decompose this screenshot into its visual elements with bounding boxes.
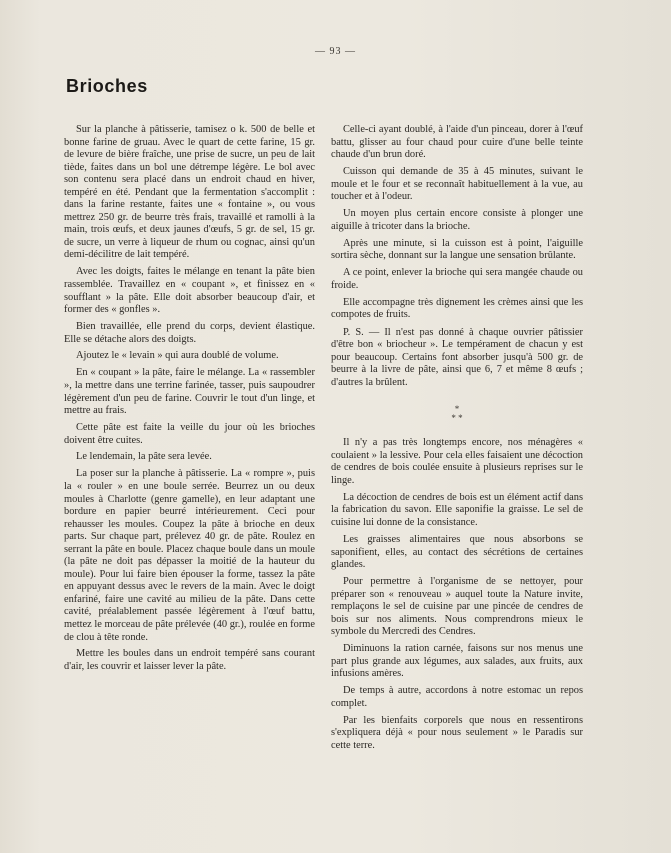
page-number: — 93 —	[315, 46, 356, 57]
paragraph: Avec les doigts, faites le mélange en tenant la pâte bien rassemblée. Travaillez en « coupant », et finissez en « soufflant » la pâte. Elle doit absorber beaucoup d'air, et former des « gonfles ».	[64, 266, 315, 316]
asterism-top: *	[454, 404, 460, 415]
paragraph: Pour permettre à l'organisme de se nettoyer, pour préparer son « renouveau » auquel toute la Nature invite, remplaçons le sel de cuisine par une pincée de cendres de bois sur nos aliments. Nous comprendrons mieux le symbole du Mercredi des Cendres.	[331, 575, 583, 638]
paragraph: En « coupant » la pâte, faire le mélange. La « rassembler », la mettre dans une terrine farinée, tasser, puis saupoudrer légèrement d'un peu de farine. Couvrir le tout d'un linge, et mettre au frais.	[64, 367, 315, 417]
postscript: P. S. — Il n'est pas donné à chaque ouvrier pâtissier d'être bon « briocheur ». Le tempérament de chacun y est pour beaucoup. Certains font absorber jusqu'à 500 gr. de beurre à la livre de pâte, ainsi que 6, 7 et même 8 œufs ; d'autres la brûlent.	[331, 326, 583, 388]
left-column	[64, 124, 315, 678]
paragraph: Bien travaillée, elle prend du corps, devient élastique. Elle se détache alors des doigts.	[64, 320, 315, 345]
paragraph: Un moyen plus certain encore consiste à plonger une aiguille à tricoter dans la brioche.	[331, 208, 583, 232]
paragraph: Cette pâte est faite la veille du jour où les brioches doivent être cuites.	[64, 421, 315, 446]
paragraph: La poser sur la planche à pâtisserie. La « rompre », puis la « rouler » en une boule serrée. Beurrez un ou deux moules à Charlotte (genre gamelle), en leur adaptant une bordure en papier beurré intérieurement. Ceci pour rehausser les moules. Coupez la pâte à brioche en deux parts. Sur chaque part, prélevez 40 gr. de pâte. Roulez en serrant la pâte en boule. Placez chaque boule dans un moule (la pâte ne doit pas dépasser la moitié de la hauteur du moule). Pour lui faire bien épouser la forme, tassez la pâte en appuyant dessus avec le revers de la main. Avec le doigt enfariné, faire une cavité au milieu de la pâte. Dans cette cavité, préalablement passée légèrement à l'œuf battu, mettez le morceau de pâte prélevée (40 gr.), roulée en forme de clou à tête ronde.	[64, 468, 315, 643]
paragraph: Elle accompagne très dignement les crèmes ainsi que les compotes de fruits.	[331, 296, 583, 321]
page-title: Brioches	[66, 76, 148, 96]
paragraph: A ce point, enlever la brioche qui sera mangée chaude ou froide.	[331, 267, 583, 291]
paragraph: La décoction de cendres de bois est un élément actif dans la fabrication du savon. Elle saponifie la graisse. Le sel de cuisine lui donne de la consistance.	[331, 491, 583, 529]
asterism-divider	[331, 405, 583, 423]
paragraph: Par les bienfaits corporels que nous en ressentirons s'expliquera déjà « pour nous seulement » le Paradis sur cette terre.	[331, 714, 583, 751]
paragraph: Le lendemain, la pâte sera levée.	[76, 451, 212, 463]
paragraph: Mettre les boules dans un endroit tempéré sans courant d'air, les couvrir et laisser lever la pâte.	[64, 648, 315, 672]
right-column	[331, 124, 583, 757]
asterism-bottom: * *	[451, 413, 463, 424]
paragraph: Après une minute, si la cuisson est à point, l'aiguille sortira sèche, donnant sur la langue une sensation brûlante.	[331, 237, 583, 262]
paragraph: Celle-ci ayant doublé, à l'aide d'un pinceau, dorer à l'œuf battu, glisser au four chaud pour cuire d'une belle teinte chaude d'un brun doré.	[331, 124, 583, 161]
paragraph: Cuisson qui demande de 35 à 45 minutes, suivant le moule et le four et se reconnaît habituellement à la vue, au toucher et à l'odeur.	[331, 166, 583, 203]
paragraph: Il n'y a pas très longtemps encore, nos ménagères « coulaient » la lessive. Pour cela elles faisaient une décoction de cendres de bois coulée ensuite à plusieurs reprises sur le linge.	[331, 437, 583, 486]
paragraph: Diminuons la ration carnée, faisons sur nos menus une part plus grande aux légumes, aux salades, aux fruits, aux infusions amères.	[331, 643, 583, 680]
paragraph: Ajoutez le « levain » qui aura doublé de volume.	[76, 350, 279, 362]
paragraph: Les graisses alimentaires que nous absorbons se saponifient, elles, au contact des sécrétions de certaines glandes.	[331, 533, 583, 571]
paragraph: De temps à autre, accordons à notre estomac un repos complet.	[331, 685, 583, 709]
paragraph: Sur la planche à pâtisserie, tamisez o k. 500 de belle et bonne farine de gruau. Avec le quart de cette farine, 15 gr. de levure de bière fraîche, une prise de sucre, un peu de lait tiède, faites dans un bol une détrempe légère. Le bol avec son contenu sera placé dans un endroit chaud en hiver, tempéré en été. Pendant que la fermentation s'accomplit : dans la farine restante, faites une « fontaine », ou vous mettrez 250 gr. de beurre très frais, travaillé et ramolli à la main, trois œufs, et deux jaunes d'œufs, 5 gr. de sel, 15 gr. de sucre, un verre à liqueur de rhum ou cognac, ainsi qu'un demi-décilitre de lait tempéré.	[64, 124, 315, 261]
